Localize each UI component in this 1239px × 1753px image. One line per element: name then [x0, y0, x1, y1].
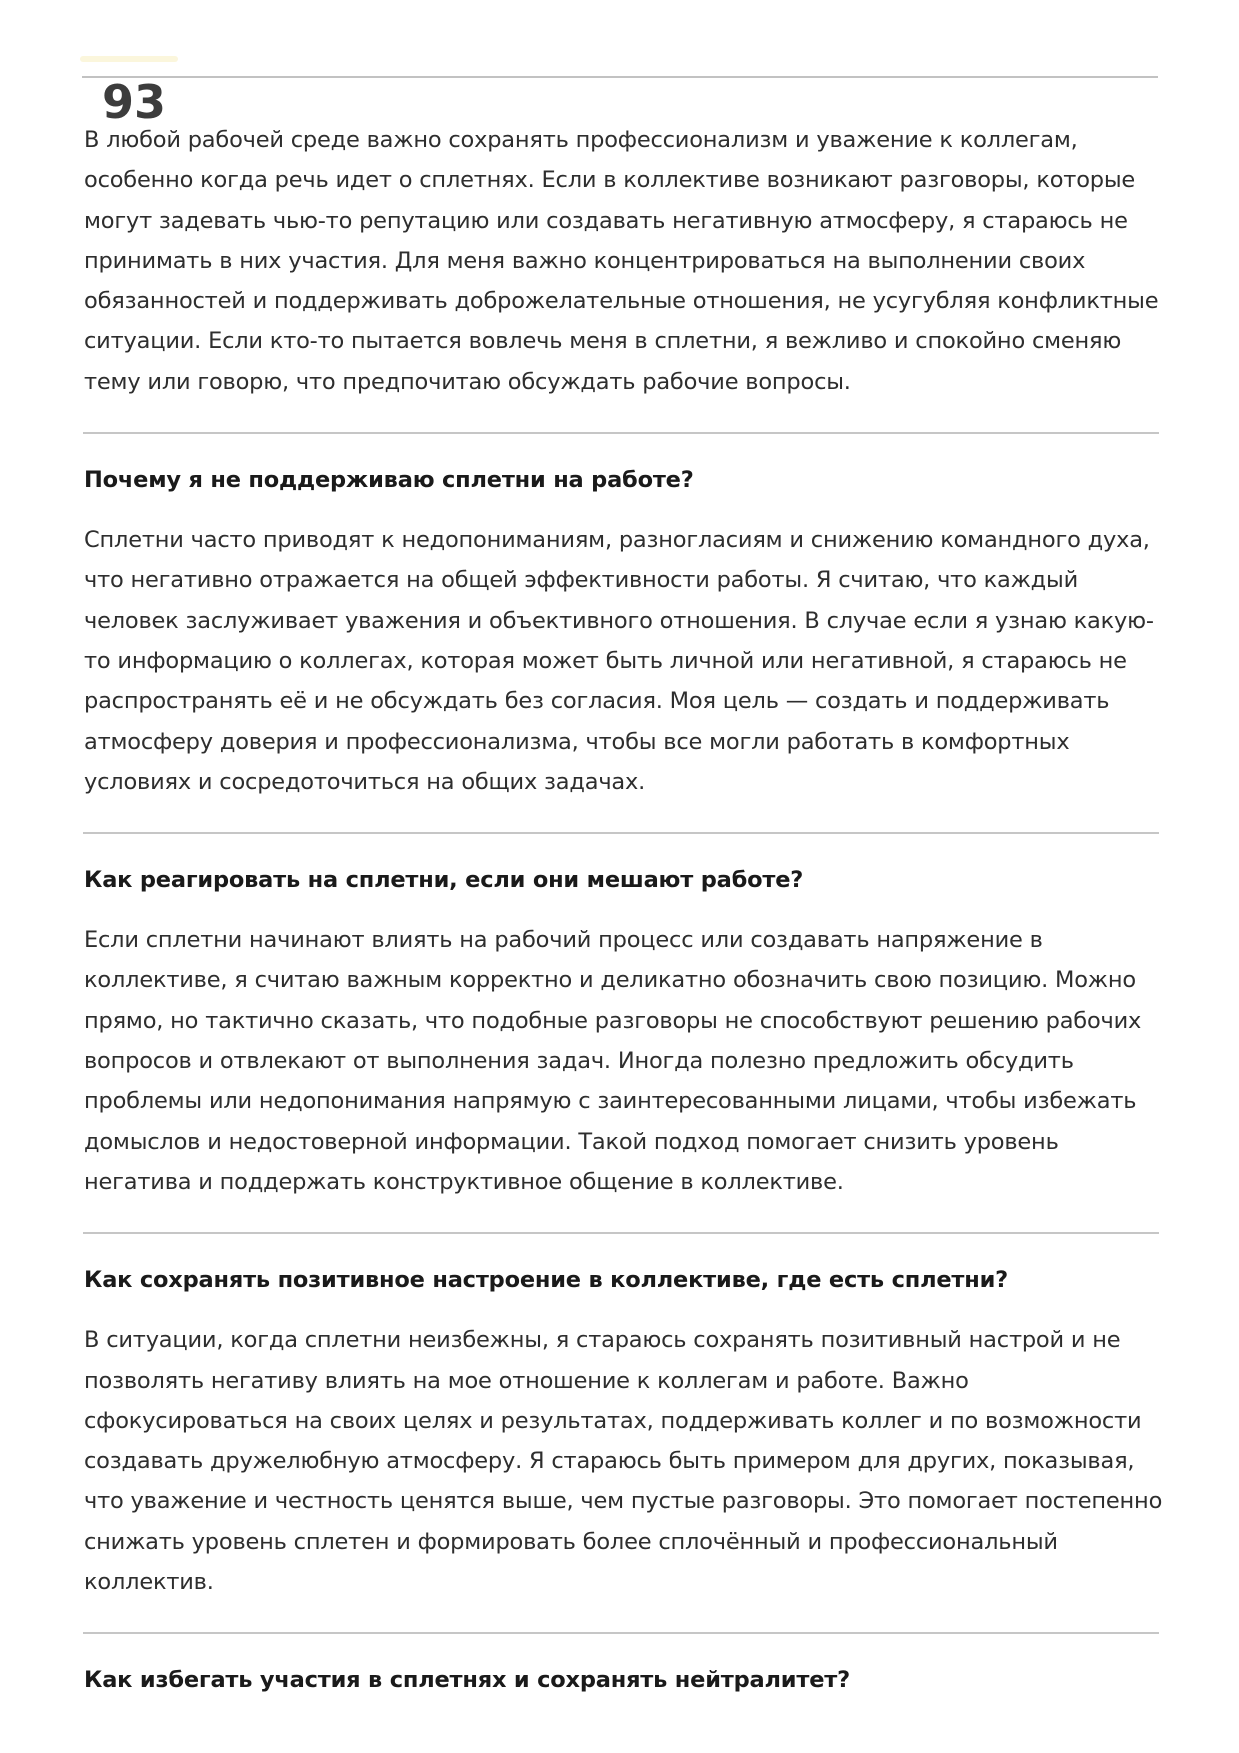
section-divider: [83, 432, 1159, 434]
section-heading: Как сохранять позитивное настроение в коллективе, где есть сплетни?: [84, 1267, 1009, 1294]
top-highlight-mark: [80, 56, 178, 62]
page-number: 93: [102, 75, 167, 129]
section-paragraph: Если сплетни начинают влиять на рабочий процесс или создавать напряжение в коллективе, я считаю важным корректно и деликатно обозначить свою позицию. Можно прямо, но тактично сказать, что подобные разговоры не способствуют решению рабочих вопросов и отвлекают от выполнения задач. Иногда полезно предложить обсудить проблемы или недопонимания напрямую с заинтересованными лицами, чтобы избежать домыслов и недостоверной информации. Такой подход помогает снизить уровень негатива и поддержать конструктивное общение в коллективе.: [84, 927, 1142, 1195]
main-content: [84, 120, 1164, 1696]
section-heading: Как избегать участия в сплетнях и сохранять нейтралитет?: [84, 1667, 850, 1694]
intro-paragraph: В любой рабочей среде важно сохранять профессионализм и уважение к коллегам, особенно когда речь идет о сплетнях. Если в коллективе возникают разговоры, которые могут задевать чью-то репутацию или создавать негативную атмосферу, я стараюсь не принимать в них участия. Для меня важно концентрироваться на выполнении своих обязанностей и поддерживать доброжелательные отношения, не усугубляя конфликтные ситуации. Если кто-то пытается вовлечь меня в сплетни, я вежливо и спокойно сменяю тему или говорю, что предпочитаю обсуждать рабочие вопросы.: [84, 127, 1159, 395]
section-heading: Как реагировать на сплетни, если они мешают работе?: [84, 867, 804, 894]
section-divider: [83, 1632, 1159, 1634]
section-divider: [83, 1232, 1159, 1234]
section-paragraph: Сплетни часто приводят к недопониманиям, разногласиям и снижению командного духа, что негативно отражается на общей эффективности работы. Я считаю, что каждый человек заслуживает уважения и объективного отношения. В случае если я узнаю какую-то информацию о коллегах, которая может быть личной или негативной, я стараюсь не распространять её и не обсуждать без согласия. Моя цель — создать и поддерживать атмосферу доверия и профессионализма, чтобы все могли работать в комфортных условиях и сосредоточиться на общих задачах.: [84, 527, 1154, 795]
section-divider: [83, 832, 1159, 834]
section-paragraph: В ситуации, когда сплетни неизбежны, я стараюсь сохранять позитивный настрой и не позволять негативу влиять на мое отношение к коллегам и работе. Важно сфокусироваться на своих целях и результатах, поддерживать коллег и по возможности создавать дружелюбную атмосферу. Я стараюсь быть примером для других, показывая, что уважение и честность ценятся выше, чем пустые разговоры. Это помогает постепенно снижать уровень сплетен и формировать более сплочённый и профессиональный коллектив.: [84, 1327, 1163, 1596]
section-heading: Почему я не поддерживаю сплетни на работе?: [84, 467, 694, 494]
top-divider: [82, 76, 1158, 78]
